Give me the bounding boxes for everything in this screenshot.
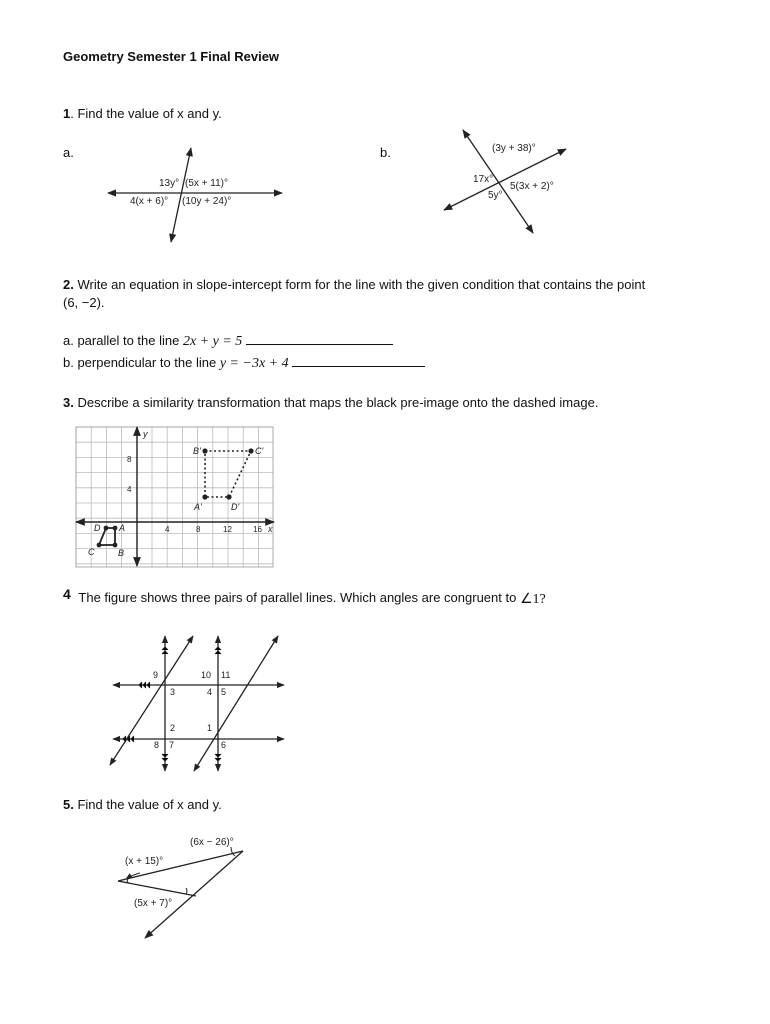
q5-angle-label: (x + 15)°: [125, 856, 164, 867]
q1b-angle-label: 5y°: [488, 190, 503, 201]
q2a-text: a. parallel to the line: [63, 333, 180, 348]
angle-number: 6: [221, 740, 227, 750]
q1b-angle-label: 17x°: [473, 174, 494, 185]
question-number: 4: [63, 586, 71, 602]
point-label: D': [231, 502, 240, 512]
x-tick-label: 8: [196, 525, 201, 534]
q1a-angle-label: (10y + 24)°: [182, 196, 232, 207]
y-tick-label: 4: [127, 485, 132, 494]
question-prompt: Write an equation in slope-intercept form for the line with the given condition that contains the point: [73, 277, 646, 292]
y-axis-label: y: [143, 429, 148, 439]
question-prompt: . Find the value of x and y.: [70, 106, 222, 121]
point-label: B': [193, 446, 201, 456]
x-axis-label: x: [268, 524, 273, 534]
angle-number: 4: [207, 687, 213, 697]
y-tick-label: 8: [127, 455, 132, 464]
question-prompt: Find the value of x and y.: [73, 797, 222, 812]
point-label: A: [119, 523, 126, 533]
point-label: A': [194, 502, 202, 512]
page-title: Geometry Semester 1 Final Review: [63, 49, 280, 64]
angle-number: 7: [169, 740, 175, 750]
q2b-equation: y = −3x + 4: [219, 356, 289, 371]
x-tick-label: 4: [165, 525, 170, 534]
angle-number: 1: [207, 723, 213, 733]
question-prompt: Describe a similarity transformation that maps the black pre-image onto the dashed image.: [73, 395, 599, 410]
angle-symbol: ∠1?: [519, 592, 546, 607]
angle-number: 3: [170, 687, 176, 697]
question-number: 2.: [63, 277, 74, 292]
point-label: C: [88, 547, 95, 557]
q1a-angle-label: 13y°: [159, 178, 180, 189]
question-number: 3.: [63, 395, 74, 410]
angle-number: 5: [221, 687, 227, 697]
point-label: D: [94, 523, 101, 533]
q1-part-a-label: a.: [63, 145, 74, 160]
angle-number: 10: [201, 670, 212, 680]
q1b-angle-label: (3y + 38)°: [492, 143, 536, 154]
question-number: 1: [63, 106, 71, 121]
x-tick-label: 12: [223, 525, 232, 534]
angle-number: 11: [221, 670, 231, 680]
q5-angle-label: (5x + 7)°: [134, 898, 173, 909]
q1a-angle-label: 4(x + 6)°: [130, 196, 169, 207]
q1a-angle-label: (5x + 11)°: [185, 178, 228, 189]
q2a-equation: 2x + y = 5: [182, 334, 243, 349]
angle-number: 9: [153, 670, 159, 680]
q5-angle-label: (6x − 26)°: [190, 837, 234, 848]
angle-number: 8: [154, 740, 160, 750]
q2b-text: b. perpendicular to the line: [63, 355, 217, 370]
angle-number: 2: [170, 723, 176, 733]
q1b-angle-label: 5(3x + 2)°: [510, 181, 554, 192]
question-number: 5.: [63, 797, 74, 812]
q1-part-b-label: b.: [380, 145, 391, 160]
question-2-point: (6, −2).: [63, 295, 105, 310]
question-prompt: The figure shows three pairs of parallel lines. Which angles are congruent to: [78, 590, 517, 605]
point-label: C': [255, 446, 264, 456]
x-tick-label: 16: [253, 525, 262, 534]
point-label: B: [118, 548, 125, 558]
